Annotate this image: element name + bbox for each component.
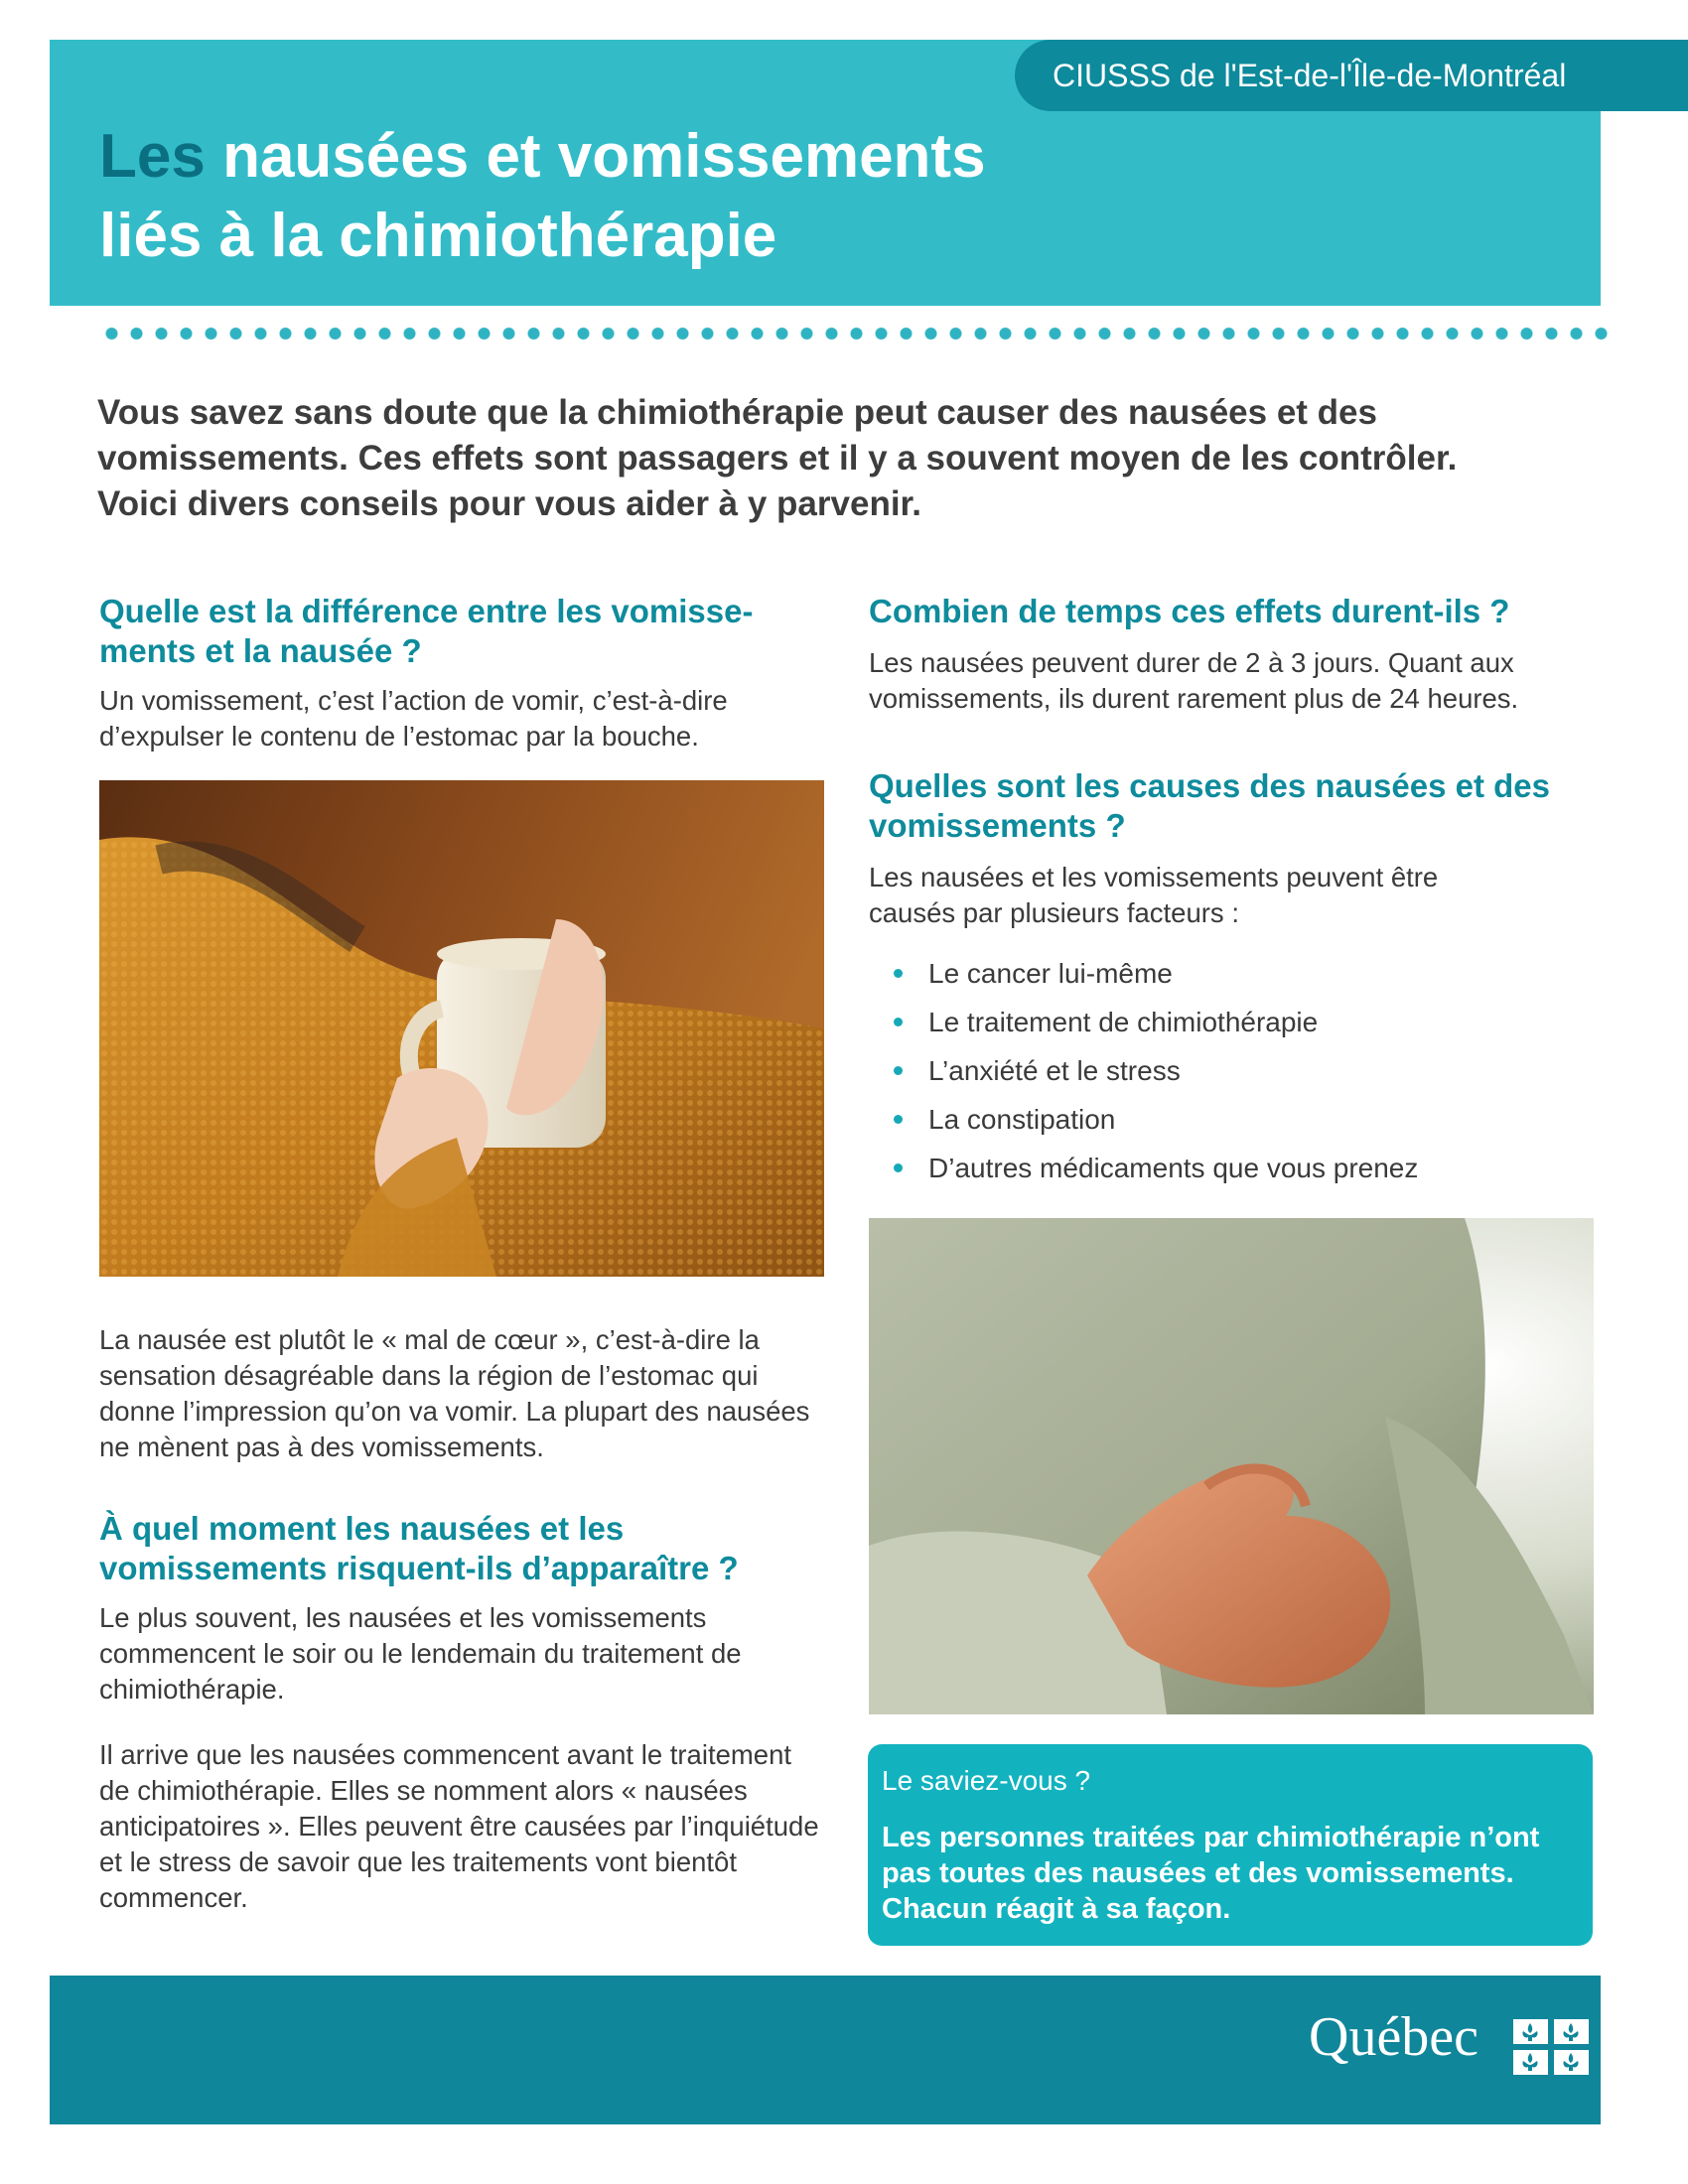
list-item: D’autres médicaments que vous prenez xyxy=(869,1144,1594,1192)
heading-causes: Quelles sont les causes des nausées et des vomissements ? xyxy=(869,767,1551,844)
paragraph-moment-2: Il arrive que les nausées commencent avant le traitement de chimiothérapie. Elles se nomment alors « nausées anticipatoires ». Elles peuvent être causées par l’inquiétude et le stress de savoir que les traitements vont bientôt commencer. xyxy=(99,1739,819,1913)
list-item: La constipation xyxy=(869,1095,1594,1144)
quebec-logo-text: Québec xyxy=(1309,2006,1479,2068)
dotted-divider xyxy=(99,326,1609,341)
right-column xyxy=(869,592,1594,1714)
paragraph-vomissement: Un vomissement, c’est l’action de vomir, c’est-à-dire d’expulser le contenu de l’estomac par la bouche. xyxy=(99,685,728,751)
left-column xyxy=(99,592,824,1916)
causes-list xyxy=(869,949,1594,1192)
page-title xyxy=(99,117,1192,276)
intro-text: Vous savez sans doute que la chimiothérapie peut causer des nausées et des vomissements. Ces effets sont passagers et il y a souvent moyen de les contrôler. Voici divers conseils pour vous aider à y parvenir. xyxy=(97,393,1458,523)
callout-text: Les personnes traitées par chimiothérapie n’ont pas toutes des nausées et des vomissements. Chacun réagit à sa façon. xyxy=(882,1822,1540,1925)
paragraph-duree: Les nausées peuvent durer de 2 à 3 jours. Quant aux vomissements, ils durent rarement plus de 24 heures. xyxy=(869,647,1519,714)
photo-hands-stomach xyxy=(869,1218,1594,1714)
org-name: CIUSSS de l'Est-de-l'Île-de-Montréal xyxy=(1015,40,1688,111)
list-item: Le cancer lui-même xyxy=(869,949,1594,998)
photo-tea-cup xyxy=(99,780,824,1277)
title-accent: Les xyxy=(99,122,206,191)
title-line2: liés à la chimiothérapie xyxy=(99,202,777,270)
heading-difference: Quelle est la différence entre les vomissements et la nausée ? xyxy=(99,593,754,669)
quebec-flag-icon xyxy=(1513,2019,1589,2075)
paragraph-nausee: La nausée est plutôt le « mal de cœur », c’est-à-dire la sensation désagréable dans la région de l’estomac qui donne l’impression qu’on va vomir. La plupart des nausées ne mènent pas à des vomissements. xyxy=(99,1324,810,1462)
paragraph-causes: Les nausées et les vomissements peuvent être causés par plusieurs facteurs : xyxy=(869,862,1439,928)
list-item: L’anxiété et le stress xyxy=(869,1046,1594,1095)
list-item: Le traitement de chimiothérapie xyxy=(869,998,1594,1046)
heading-duree: Combien de temps ces effets durent-ils ? xyxy=(869,593,1510,629)
did-you-know-callout xyxy=(868,1744,1593,1946)
title-line1: nausées et vomissements xyxy=(205,122,986,191)
callout-title: Le saviez-vous ? xyxy=(882,1765,1091,1796)
heading-moment: À quel moment les nausées et les vomissements risquent-ils d’apparaître ? xyxy=(99,1510,739,1586)
paragraph-moment-1: Le plus souvent, les nausées et les vomissements commencent le soir ou le lendemain du traitement de chimiothérapie. xyxy=(99,1602,742,1705)
